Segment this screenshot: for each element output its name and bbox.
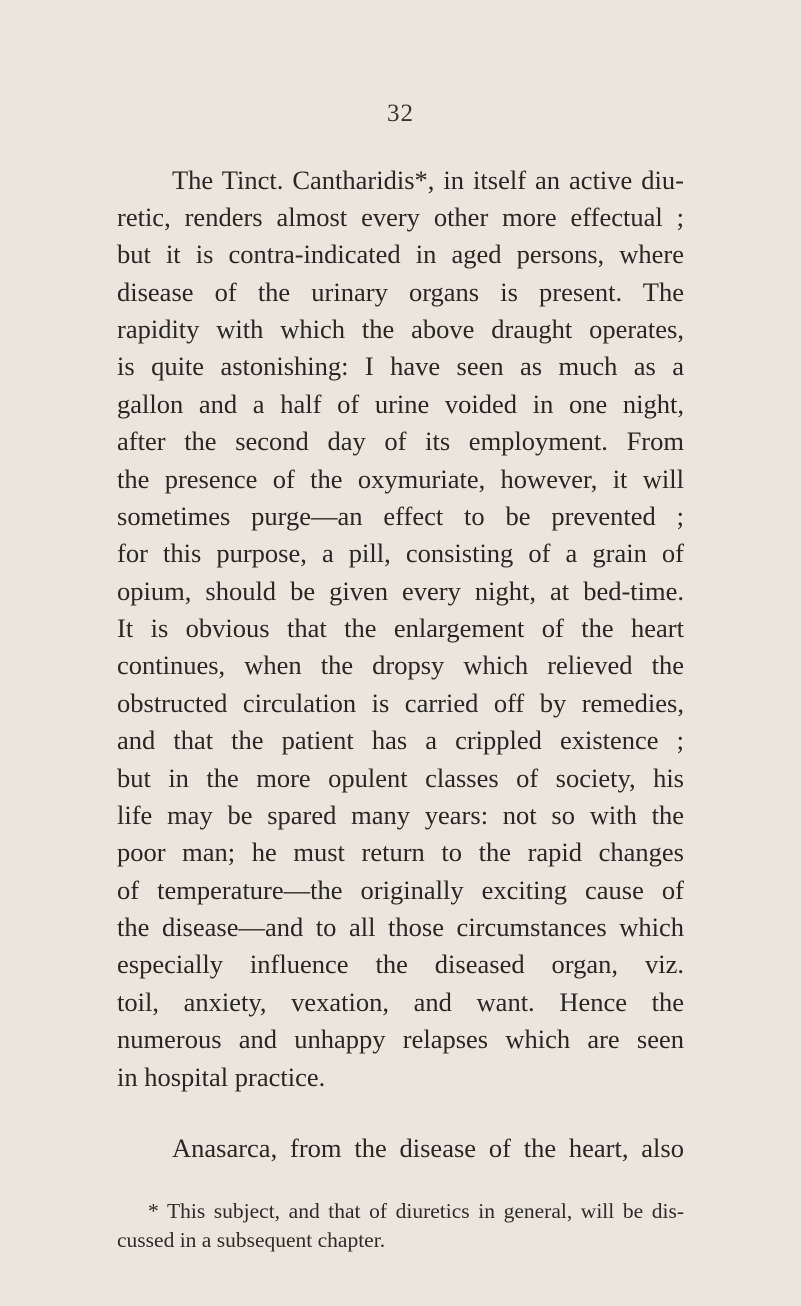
text-line: and that the patient has a crippled existence ; xyxy=(117,725,684,755)
text-line: but it is contra-indicated in aged persons, where xyxy=(117,239,684,269)
text-line: opium, should be given every night, at bed-time. xyxy=(117,576,684,606)
text-line: poor man; he must return to the rapid changes xyxy=(117,837,684,867)
text-line: especially influence the diseased organ, viz. xyxy=(117,949,684,979)
text-line: toil, anxiety, vexation, and want. Hence the xyxy=(117,987,684,1017)
text-line: sometimes purge—an effect to be prevented ; xyxy=(117,501,684,531)
text-line: continues, when the dropsy which relieved the xyxy=(117,650,684,680)
text-line: for this purpose, a pill, consisting of a grain of xyxy=(117,538,684,568)
text-line: obstructed circulation is carried off by remedies, xyxy=(117,688,684,718)
text-line: after the second day of its employment. From xyxy=(117,426,684,456)
text-line: of temperature—the originally exciting cause of xyxy=(117,875,684,905)
footnote-line: cussed in a subsequent chapter. xyxy=(117,1228,386,1252)
footnote-line: * This subject, and that of diuretics in general, will be dis- xyxy=(148,1199,684,1223)
text-line: rapidity with which the above draught operates, xyxy=(117,314,684,344)
text-line: but in the more opulent classes of society, his xyxy=(117,763,684,793)
text-line: retic, renders almost every other more effectual ; xyxy=(117,202,684,232)
text-line: numerous and unhappy relapses which are seen xyxy=(117,1024,684,1054)
text-line: disease of the urinary organs is present. The xyxy=(117,277,684,307)
text-line: It is obvious that the enlargement of the heart xyxy=(117,613,684,643)
text-line: is quite astonishing: I have seen as much as a xyxy=(117,351,684,381)
page-number: 32 xyxy=(387,100,414,127)
text-line: the disease—and to all those circumstances which xyxy=(117,912,684,942)
text-line: life may be spared many years: not so with the xyxy=(117,800,684,830)
text-line: gallon and a half of urine voided in one night, xyxy=(117,389,684,419)
text-line: Anasarca, from the disease of the heart, also xyxy=(172,1133,684,1163)
text-line: the presence of the oxymuriate, however, it will xyxy=(117,464,684,494)
text-line: in hospital practice. xyxy=(117,1062,326,1092)
text-line: The Tinct. Cantharidis*, in itself an active diu- xyxy=(172,165,684,195)
